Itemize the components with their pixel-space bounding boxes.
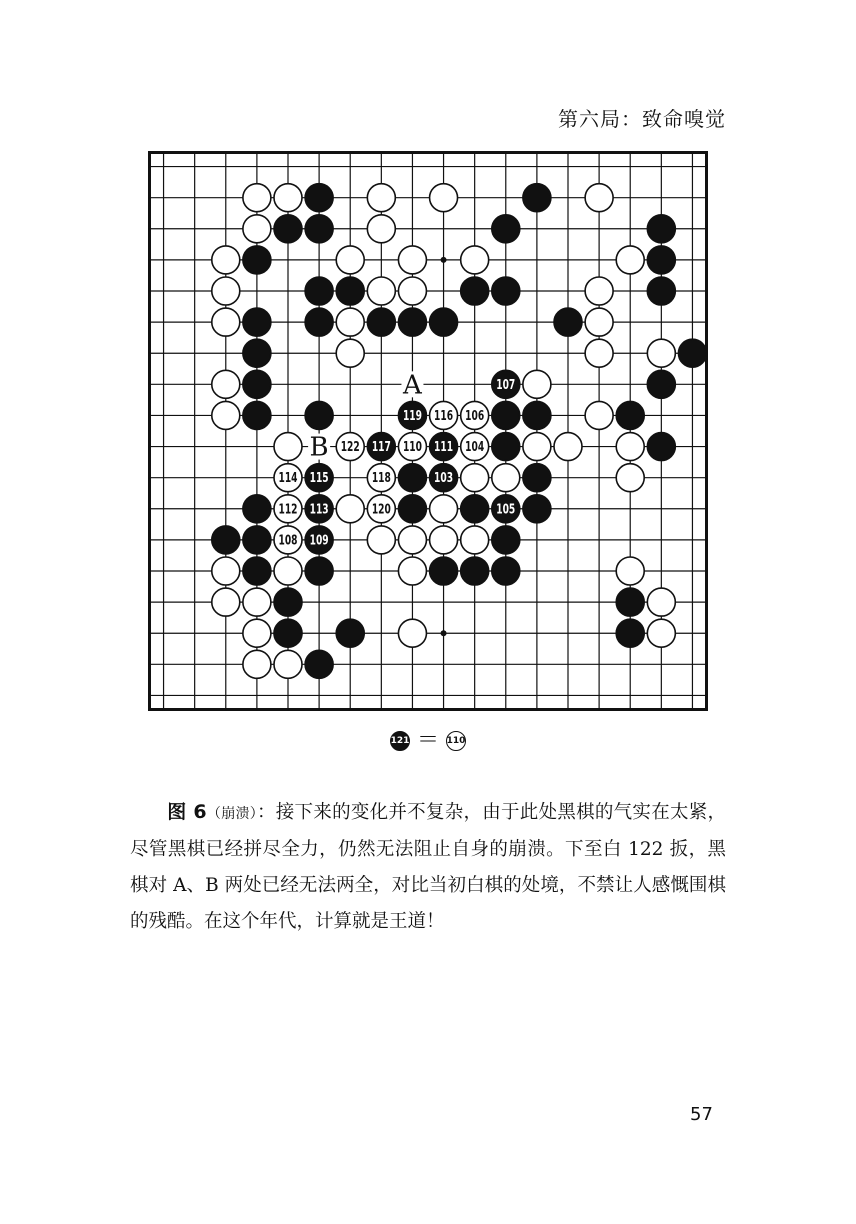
black-stone bbox=[305, 401, 333, 429]
move-number: 106 bbox=[465, 408, 485, 424]
black-stone bbox=[274, 588, 302, 616]
black-stone bbox=[492, 277, 520, 305]
white-stone bbox=[616, 557, 644, 585]
move-number: 104 bbox=[465, 440, 485, 456]
move-number: 108 bbox=[278, 533, 298, 549]
black-stone bbox=[243, 339, 271, 367]
black-stone bbox=[305, 215, 333, 243]
black-stone bbox=[243, 246, 271, 274]
white-stone bbox=[647, 588, 675, 616]
white-stone bbox=[492, 464, 520, 492]
black-stone bbox=[305, 557, 333, 585]
white-stone bbox=[647, 619, 675, 647]
move-number: 107 bbox=[496, 377, 516, 393]
white-stone bbox=[336, 495, 364, 523]
black-stone bbox=[336, 277, 364, 305]
black-stone bbox=[274, 619, 302, 647]
black-stone bbox=[492, 401, 520, 429]
black-stone bbox=[678, 339, 706, 367]
move-number: 119 bbox=[402, 408, 422, 424]
black-stone bbox=[647, 277, 675, 305]
black-stone bbox=[305, 277, 333, 305]
black-stone bbox=[398, 464, 426, 492]
black-stone bbox=[305, 184, 333, 212]
move-number: 112 bbox=[278, 502, 298, 518]
white-stone bbox=[243, 184, 271, 212]
move-number: 115 bbox=[309, 471, 329, 487]
black-stone bbox=[461, 557, 489, 585]
white-stone bbox=[585, 401, 613, 429]
black-stone bbox=[430, 308, 458, 336]
black-stone bbox=[492, 215, 520, 243]
black-stone bbox=[398, 308, 426, 336]
white-stone bbox=[212, 277, 240, 305]
page-number: 57 bbox=[690, 1104, 713, 1125]
move-number: 105 bbox=[496, 502, 516, 518]
black-stone bbox=[647, 246, 675, 274]
caption-black-stone-121: 121 bbox=[390, 731, 410, 751]
black-stone bbox=[461, 277, 489, 305]
white-stone bbox=[243, 588, 271, 616]
white-stone bbox=[367, 277, 395, 305]
black-stone bbox=[492, 557, 520, 585]
white-stone bbox=[336, 339, 364, 367]
black-stone bbox=[243, 401, 271, 429]
white-stone bbox=[212, 308, 240, 336]
black-stone bbox=[492, 433, 520, 461]
black-stone bbox=[398, 495, 426, 523]
white-stone bbox=[398, 526, 426, 554]
white-stone bbox=[430, 495, 458, 523]
move-number: 116 bbox=[434, 408, 454, 424]
move-number: 103 bbox=[434, 471, 454, 487]
black-stone bbox=[647, 433, 675, 461]
black-stone bbox=[430, 557, 458, 585]
hoshi-point bbox=[441, 630, 447, 636]
black-stone bbox=[243, 557, 271, 585]
white-stone bbox=[585, 339, 613, 367]
move-number: 118 bbox=[371, 471, 391, 487]
commentary-paragraph bbox=[130, 794, 726, 940]
black-stone bbox=[212, 526, 240, 554]
black-stone bbox=[305, 308, 333, 336]
black-stone bbox=[274, 215, 302, 243]
white-stone bbox=[398, 277, 426, 305]
go-board-diagram bbox=[148, 151, 708, 711]
move-number: 110 bbox=[402, 440, 422, 456]
white-stone bbox=[212, 401, 240, 429]
point-mark-b: B bbox=[309, 432, 329, 463]
move-number: 120 bbox=[371, 502, 391, 518]
white-stone bbox=[430, 526, 458, 554]
white-stone bbox=[274, 184, 302, 212]
black-stone bbox=[336, 619, 364, 647]
white-stone bbox=[243, 650, 271, 678]
white-stone bbox=[212, 588, 240, 616]
white-stone bbox=[274, 433, 302, 461]
black-stone bbox=[616, 588, 644, 616]
white-stone bbox=[616, 464, 644, 492]
white-stone bbox=[274, 650, 302, 678]
diagram-caption bbox=[0, 725, 856, 757]
white-stone bbox=[367, 526, 395, 554]
white-stone bbox=[336, 308, 364, 336]
commentary-text: ：接下来的变化并不复杂，由于此处黑棋的气实在太紧，尽管黑棋已经拼尽全力，仍然无法阻止自身的崩溃。下至白 122 扳，黑棋对 A、B 两处已经无法两全，对比当初白棋的处境，不禁让人感慨围棋的残酷。在这个年代，计算就是王道！ bbox=[130, 802, 726, 932]
white-stone bbox=[243, 619, 271, 647]
black-stone bbox=[616, 619, 644, 647]
white-stone bbox=[398, 246, 426, 274]
black-stone bbox=[243, 495, 271, 523]
white-stone bbox=[398, 557, 426, 585]
black-stone bbox=[367, 308, 395, 336]
black-stone bbox=[523, 495, 551, 523]
white-stone bbox=[212, 370, 240, 398]
black-stone bbox=[305, 650, 333, 678]
black-stone bbox=[647, 370, 675, 398]
figure-note: （崩溃） bbox=[206, 806, 258, 822]
white-stone bbox=[616, 433, 644, 461]
black-stone bbox=[523, 184, 551, 212]
move-number: 114 bbox=[278, 471, 298, 487]
black-stone bbox=[243, 308, 271, 336]
black-stone bbox=[243, 370, 271, 398]
move-number: 111 bbox=[434, 440, 454, 456]
white-stone bbox=[430, 184, 458, 212]
white-stone bbox=[336, 246, 364, 274]
white-stone bbox=[585, 277, 613, 305]
white-stone bbox=[274, 557, 302, 585]
white-stone bbox=[585, 308, 613, 336]
move-number: 109 bbox=[309, 533, 329, 549]
white-stone bbox=[461, 246, 489, 274]
white-stone bbox=[554, 433, 582, 461]
chapter-header: 第六局：致命嗅觉 bbox=[558, 107, 726, 131]
white-stone bbox=[523, 370, 551, 398]
white-stone bbox=[585, 184, 613, 212]
move-number: 113 bbox=[309, 502, 329, 518]
white-stone bbox=[398, 619, 426, 647]
black-stone bbox=[243, 526, 271, 554]
move-number: 117 bbox=[371, 440, 391, 456]
black-stone bbox=[616, 401, 644, 429]
white-stone bbox=[461, 526, 489, 554]
white-stone bbox=[212, 246, 240, 274]
black-stone bbox=[492, 526, 520, 554]
black-stone bbox=[523, 464, 551, 492]
figure-label: 图 6 bbox=[167, 801, 207, 823]
black-stone bbox=[461, 495, 489, 523]
point-mark-a: A bbox=[403, 370, 422, 401]
white-stone bbox=[647, 339, 675, 367]
black-stone bbox=[523, 401, 551, 429]
white-stone bbox=[243, 215, 271, 243]
black-stone bbox=[647, 215, 675, 243]
white-stone bbox=[367, 184, 395, 212]
white-stone bbox=[461, 464, 489, 492]
white-stone bbox=[367, 215, 395, 243]
caption-white-stone-110: 110 bbox=[446, 731, 466, 751]
move-number: 122 bbox=[340, 440, 360, 456]
white-stone bbox=[212, 557, 240, 585]
black-stone bbox=[554, 308, 582, 336]
white-stone bbox=[616, 246, 644, 274]
white-stone bbox=[523, 433, 551, 461]
hoshi-point bbox=[441, 257, 447, 263]
caption-equals: ＝ bbox=[416, 728, 439, 753]
